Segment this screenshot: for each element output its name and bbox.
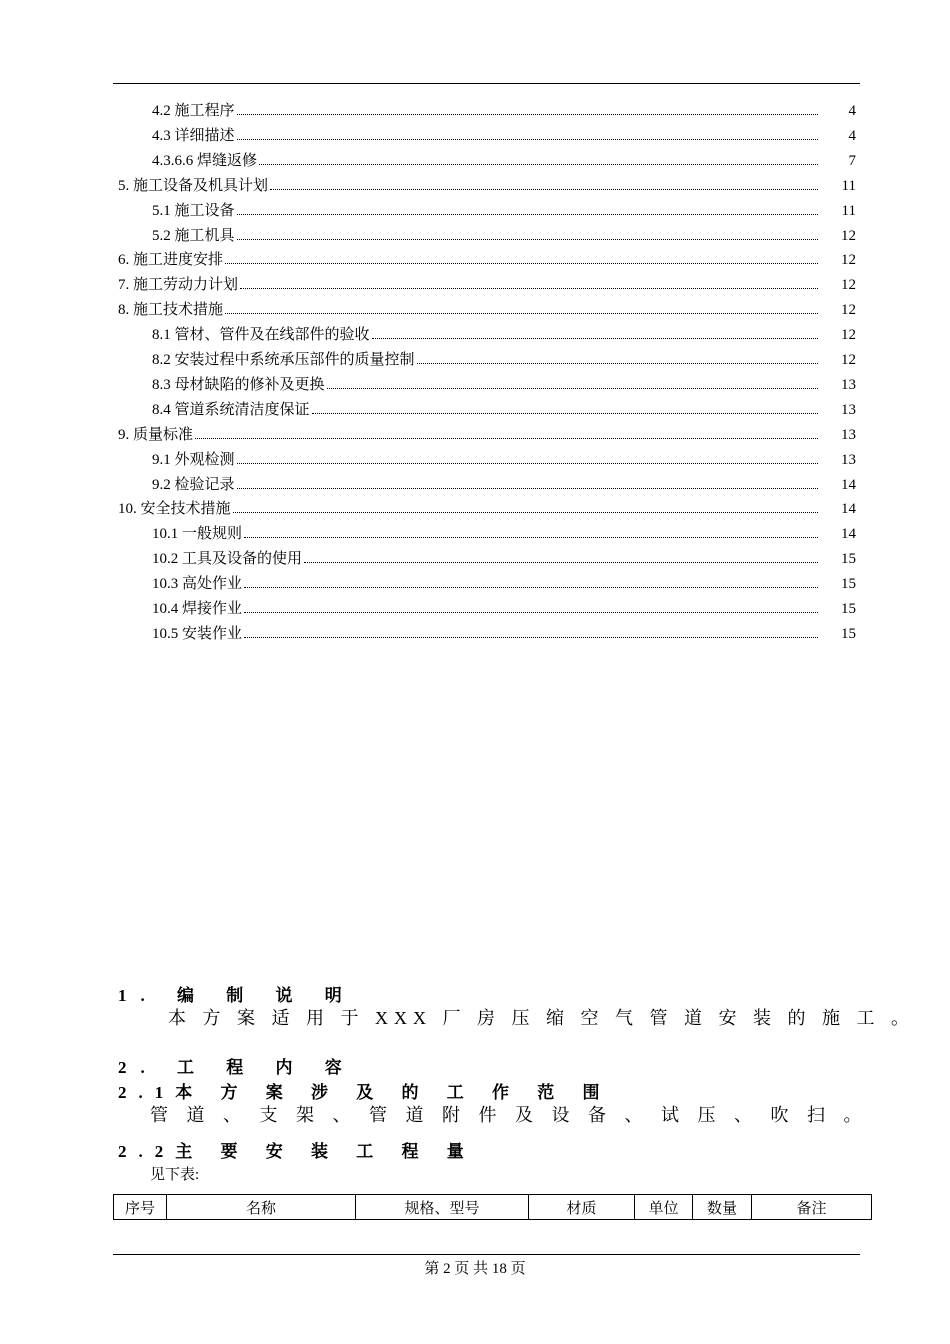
toc-entry[interactable]: [152, 150, 820, 172]
toc-entry-label: 8.2 安装过程中系统承压部件的质量控制: [152, 352, 415, 368]
toc-entry-label: 8. 施工技术措施: [118, 302, 224, 319]
toc-leader-dots: [237, 125, 818, 140]
toc-entry-label: 10. 安全技术措施: [118, 501, 231, 518]
toc-entry-page: 13: [841, 376, 856, 393]
toc-entry-page: 15: [841, 625, 856, 642]
toc-entry[interactable]: [152, 573, 820, 595]
toc-entry-page: 12: [841, 252, 856, 269]
toc-entry-page: 15: [841, 601, 856, 617]
section-heading-1: 1. 编 制 说 明: [118, 986, 356, 1005]
header-rule: [113, 83, 860, 84]
toc-entry-page: 14: [841, 476, 856, 493]
section-heading-2: 2. 工 程 内 容: [118, 1058, 356, 1077]
toc-entry-label: 10.5 安装作业: [152, 625, 243, 642]
toc-leader-dots: [237, 225, 818, 240]
toc-entry[interactable]: [152, 324, 820, 346]
toc-entry[interactable]: [152, 200, 820, 222]
toc-leader-dots: [225, 249, 818, 264]
toc-entry-label: 8.4 管道系统清洁度保证: [152, 401, 310, 418]
toc-leader-dots: [225, 299, 818, 314]
col-header-index: 序号: [114, 1195, 167, 1220]
toc-entry-label: 8.3 母材缺陷的修补及更换: [152, 376, 325, 393]
toc-entry-page: 11: [841, 177, 856, 194]
toc-entry-page: 15: [841, 551, 856, 568]
toc-leader-dots: [304, 548, 818, 563]
toc-entry-page: 11: [841, 202, 856, 219]
toc-entry-label: 10.2 工具及设备的使用: [152, 551, 303, 568]
toc-entry-page: 15: [841, 576, 856, 593]
toc-entry-page: 12: [841, 227, 856, 244]
section-1-text: 本 方 案 适 用 于 XXX 厂 房 压 缩 空 气 管 道 安 装 的 施 工 。: [168, 1008, 915, 1028]
toc-entry-label: 5. 施工设备及机具计划: [118, 177, 269, 194]
footer-rule: [113, 1254, 860, 1255]
toc-leader-dots: [417, 349, 818, 364]
col-header-name: 名称: [167, 1195, 356, 1220]
col-header-remarks: 备注: [752, 1195, 872, 1220]
toc-entry-page: 13: [841, 401, 856, 418]
toc-entry-label: 5.2 施工机具: [152, 227, 235, 244]
toc-entry[interactable]: [118, 498, 820, 520]
toc-entry-label: 9.1 外观检测: [152, 451, 235, 468]
toc-leader-dots: [312, 399, 818, 414]
toc-leader-dots: [244, 573, 818, 588]
toc-leader-dots: [327, 374, 818, 389]
toc-leader-dots: [244, 598, 818, 613]
toc-entry-page: 4: [848, 103, 856, 119]
col-header-quantity: 数量: [693, 1195, 752, 1220]
quantity-table: [113, 1194, 872, 1220]
toc-leader-dots: [237, 449, 818, 464]
toc-entry-label: 9. 质量标准: [118, 426, 194, 443]
table-header-row: [114, 1195, 872, 1220]
toc-entry-page: 12: [841, 327, 856, 344]
toc-entry[interactable]: [118, 175, 820, 197]
toc-entry[interactable]: [152, 623, 820, 645]
toc-entry-page: 7: [848, 152, 856, 169]
toc-leader-dots: [237, 200, 818, 215]
toc-entry[interactable]: [152, 225, 820, 247]
toc-entry-label: 10.1 一般规则: [152, 526, 243, 543]
section-heading-2-1: 2.1本 方 案 涉 及 的 工 作 范 围: [118, 1083, 612, 1102]
toc-entry-label: 7. 施工劳动力计划: [118, 277, 239, 294]
toc-entry-page: 12: [841, 277, 856, 294]
toc-entry-label: 4.3 详细描述: [152, 127, 235, 144]
toc-entry[interactable]: [118, 274, 820, 296]
toc-entry[interactable]: [118, 424, 820, 446]
toc-entry[interactable]: [152, 449, 820, 471]
toc-entry[interactable]: [152, 349, 820, 371]
toc-leader-dots: [244, 523, 818, 538]
toc-entry-label: 10.3 高处作业: [152, 576, 243, 593]
toc-entry-page: 12: [841, 352, 856, 368]
toc-entry-page: 13: [841, 451, 856, 468]
toc-entry[interactable]: [152, 548, 820, 570]
section-heading-2-2: 2.2主 要 安 装 工 程 量: [118, 1142, 476, 1161]
col-header-unit: 单位: [635, 1195, 693, 1220]
toc-entry[interactable]: [152, 374, 820, 396]
section-2-2-text: 见下表:: [150, 1167, 200, 1183]
toc-entry[interactable]: [118, 249, 820, 271]
toc-leader-dots: [240, 274, 818, 289]
toc-entry-page: 13: [841, 426, 856, 443]
toc-leader-dots: [233, 498, 818, 513]
toc-entry-label: 4.2 施工程序: [152, 103, 235, 119]
toc-entry[interactable]: [152, 523, 820, 545]
toc-entry-label: 6. 施工进度安排: [118, 252, 224, 269]
toc-entry-label: 4.3.6.6 焊缝返修: [152, 152, 258, 169]
section-2-1-text: 管 道 、 支 架 、 管 道 附 件 及 设 备 、 试 压 、 吹 扫 。: [150, 1105, 869, 1125]
toc-entry-label: 8.1 管材、管件及在线部件的验收: [152, 327, 370, 344]
toc-entry-label: 5.1 施工设备: [152, 202, 235, 219]
toc-entry-label: 10.4 焊接作业: [152, 601, 243, 617]
toc-leader-dots: [195, 424, 818, 439]
toc-leader-dots: [244, 623, 818, 638]
toc-entry-page: 14: [841, 526, 856, 543]
toc-entry-page: 4: [848, 127, 856, 144]
toc-entry-label: 9.2 检验记录: [152, 476, 235, 493]
toc-entry[interactable]: [152, 100, 820, 122]
toc-entry-page: 14: [841, 501, 856, 518]
col-header-material: 材质: [529, 1195, 635, 1220]
toc-leader-dots: [270, 175, 818, 190]
toc-leader-dots: [372, 324, 818, 339]
toc-entry[interactable]: [152, 125, 820, 147]
toc-entry[interactable]: [152, 598, 820, 620]
toc-leader-dots: [259, 150, 818, 165]
toc-leader-dots: [237, 474, 818, 489]
toc-entry-page: 12: [841, 302, 856, 319]
col-header-spec: 规格、型号: [356, 1195, 529, 1220]
toc-entry[interactable]: [152, 474, 820, 496]
toc-entry[interactable]: [152, 399, 820, 421]
toc-entry[interactable]: [118, 299, 820, 321]
page-footer: 第 2 页 共 18 页: [424, 1261, 526, 1277]
toc-leader-dots: [237, 100, 818, 115]
